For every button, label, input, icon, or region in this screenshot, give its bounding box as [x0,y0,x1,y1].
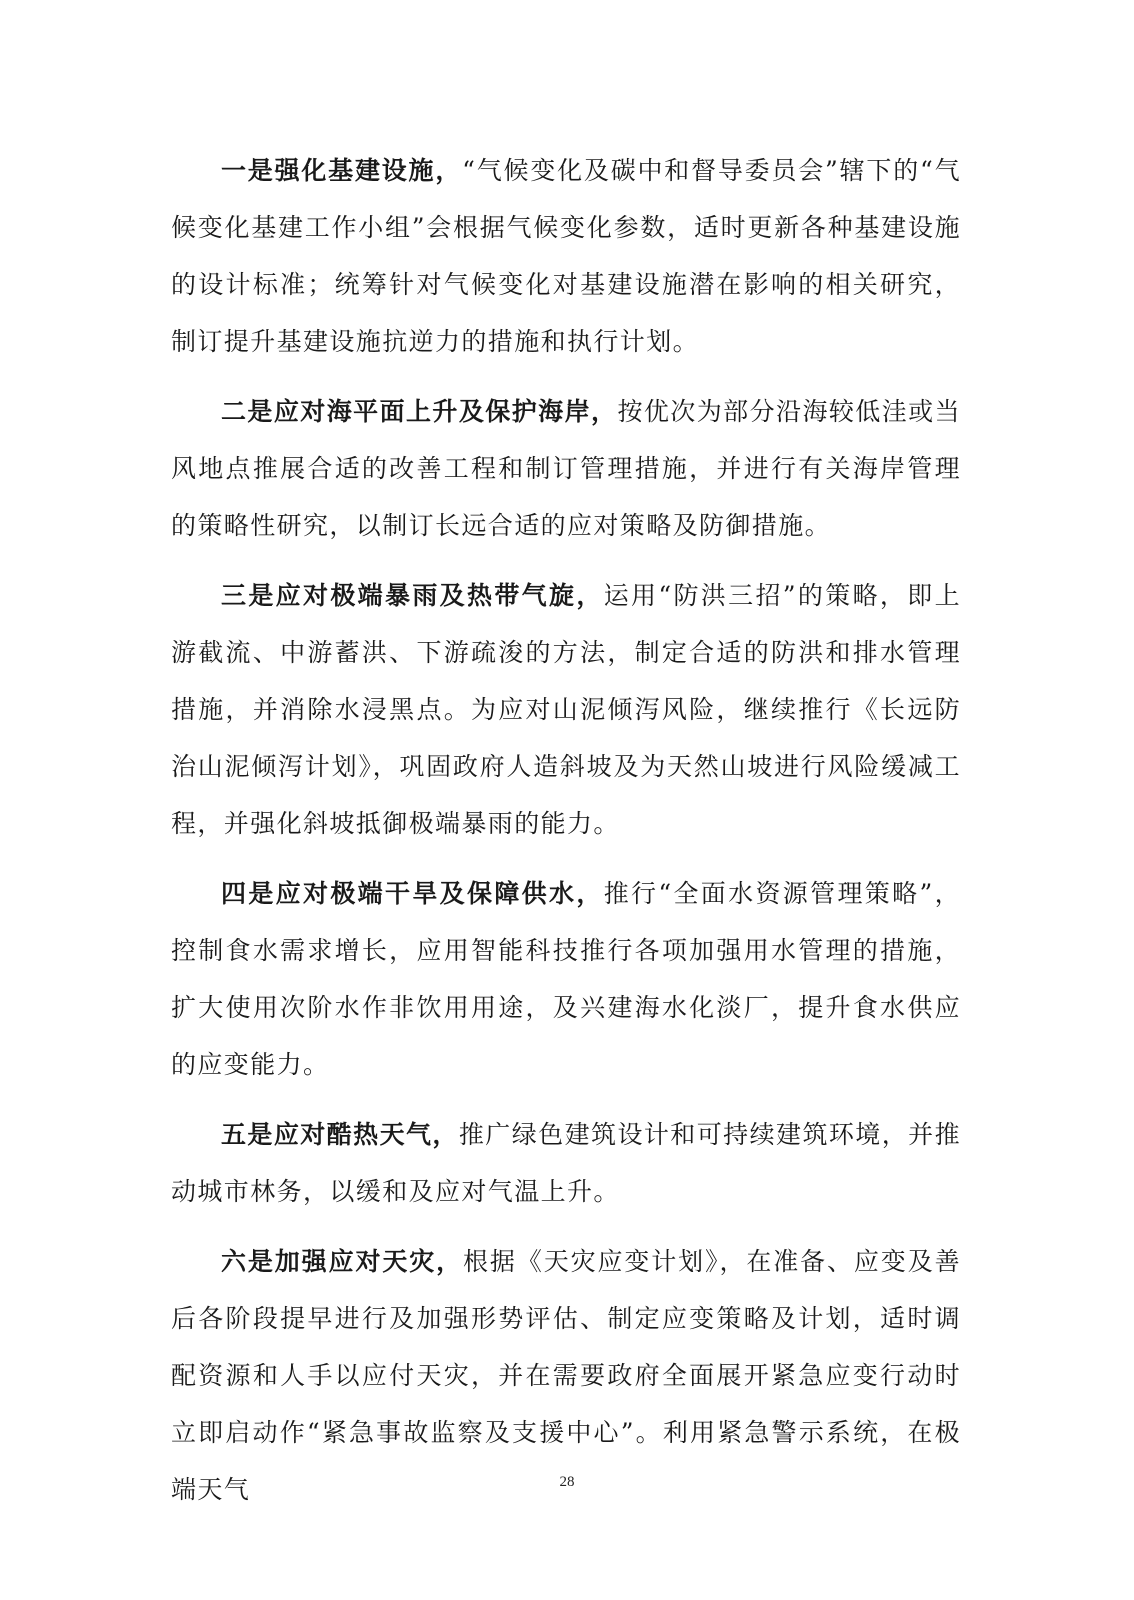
paragraph-text: 运用“防洪三招”的策略，即上游截流、中游蓄洪、下游疏浚的方法，制定合适的防洪和排水管理措施，并消除水浸黑点。为应对山泥倾泻风险，继续推行《长远防治山泥倾泻计划》，巩固政府人造斜坡及为天然山坡进行风险缓减工程，并强化斜坡抵御极端暴雨的能力。 [171,581,961,838]
paragraph-text: 推广绿色建筑设计和可持续建筑环境，并推动城市林务，以缓和及应对气温上升。 [171,1120,961,1206]
paragraph-lead: 三是应对极端暴雨及热带气旋， [221,581,604,610]
paragraph-lead: 四是应对极端干旱及保障供水， [221,879,604,908]
paragraph-lead: 五是应对酷热天气， [221,1120,459,1149]
paragraph-text: 根据《天灾应变计划》，在准备、应变及善后各阶段提早进行及加强形势评估、制定应变策略及计划，适时调配资源和人手以应付天灾，并在需要政府全面展开紧急应变行动时立即启动作“紧急事故监察及支援中心”。利用紧急警示系统，在极端天气 [171,1247,961,1504]
paragraph-heat [171,1106,961,1220]
paragraph-text: “气候变化及碳中和督导委员会”辖下的“气候变化基建工作小组”会根据气候变化参数，适时更新各种基建设施的设计标准；统筹针对气候变化对基建设施潜在影响的相关研究，制订提升基建设施抗逆力的措施和执行计划。 [171,156,961,356]
paragraph-sea-level [171,383,961,554]
document-body [171,142,961,1531]
paragraph-drought [171,865,961,1093]
page-number: 28 [559,1474,575,1490]
paragraph-infrastructure [171,142,961,370]
paragraph-text: 按优次为部分沿海较低洼或当风地点推展合适的改善工程和制订管理措施，并进行有关海岸管理的策略性研究，以制订长远合适的应对策略及防御措施。 [171,397,961,540]
paragraph-rainstorm [171,567,961,852]
paragraph-text: 推行“全面水资源管理策略”，控制食水需求增长，应用智能科技推行各项加强用水管理的措施，扩大使用次阶水作非饮用用途，及兴建海水化淡厂，提升食水供应的应变能力。 [171,879,961,1079]
paragraph-lead: 一是强化基建设施， [221,156,463,185]
paragraph-lead: 六是加强应对天灾， [221,1247,464,1276]
paragraph-lead: 二是应对海平面上升及保护海岸， [221,397,618,426]
